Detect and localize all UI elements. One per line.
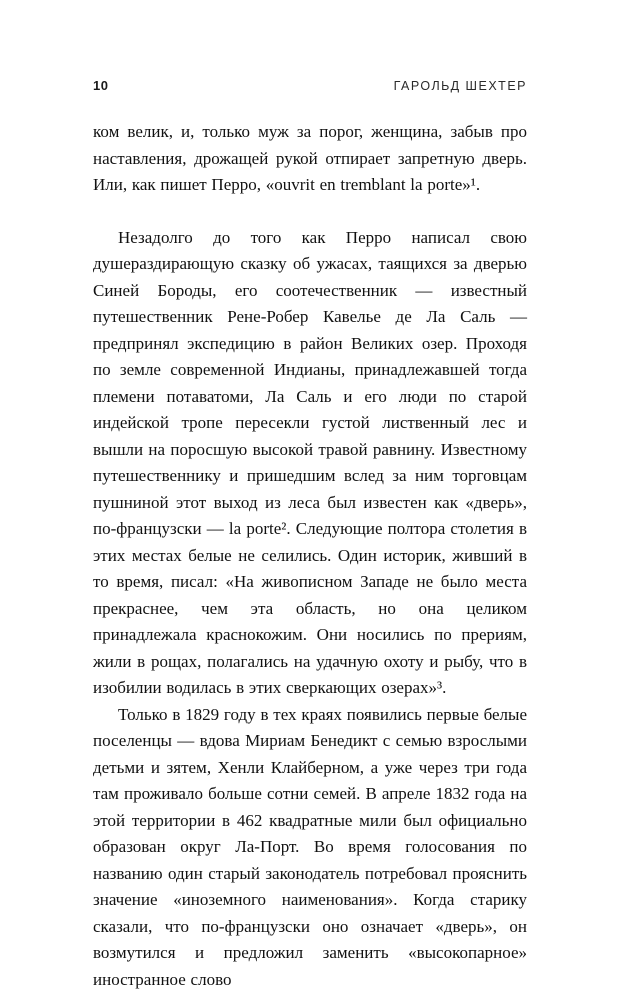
body-text bbox=[93, 119, 527, 993]
paragraph-continuation: ком велик, и, только муж за порог, женщина, забыв про наставления, дрожащей рукой отпирает запретную дверь. Или, как пишет Перро, «ouvrit en tremblant la porte»¹. bbox=[93, 122, 527, 194]
page-header bbox=[93, 78, 527, 93]
page-number: 10 bbox=[93, 78, 109, 93]
paragraph: Незадолго до того как Перро написал свою душераздирающую сказку об ужасах, таящихся за дверью Синей Бороды, его соотечественник — известный путешественник Рене-Робер Кавелье де Ла Саль — предпринял экспедицию в район Великих озер. Проходя по земле современной Индианы, принадлежавшей тогда племени потаватоми, Ла Саль и его люди по старой индейской тропе пересекли густой лиственный лес и вышли на поросшую высокой травой равнину. Известному путешественнику и пришедшим вслед за ним торговцам пушниной этот выход из леса был известен как «дверь», по-французски — la porte². Следующие полтора столетия в этих местах белые не селились. Один историк, живший в то время, писал: «На живописном Западе не было места прекраснее, чем эта область, но она целиком принадлежала краснокожим. Они носились по прериям, жили в рощах, полагались на удачную охоту и рыбу, что в изобилии водилась в этих сверкающих озерах»³. bbox=[93, 227, 527, 697]
paragraph: Только в 1829 году в тех краях появились первые белые поселенцы — вдова Мириам Бенедикт с семью взрослыми детьми и зятем, Хенли Клайберном, а уже через три года там проживало больше сотни семей. В апреле 1832 года на этой территории в 462 квадратные мили был официально образован округ Ла-Порт. Во время голосования по названию один старый законодатель потребовал прояснить значение «иноземного наименования». Когда старику сказали, что по-французски оно означает «дверь», он возмутился и предложил заменить «высокопарное» иностранное слово bbox=[93, 704, 527, 989]
running-title: ГАРОЛЬД ШЕХТЕР bbox=[393, 79, 527, 93]
